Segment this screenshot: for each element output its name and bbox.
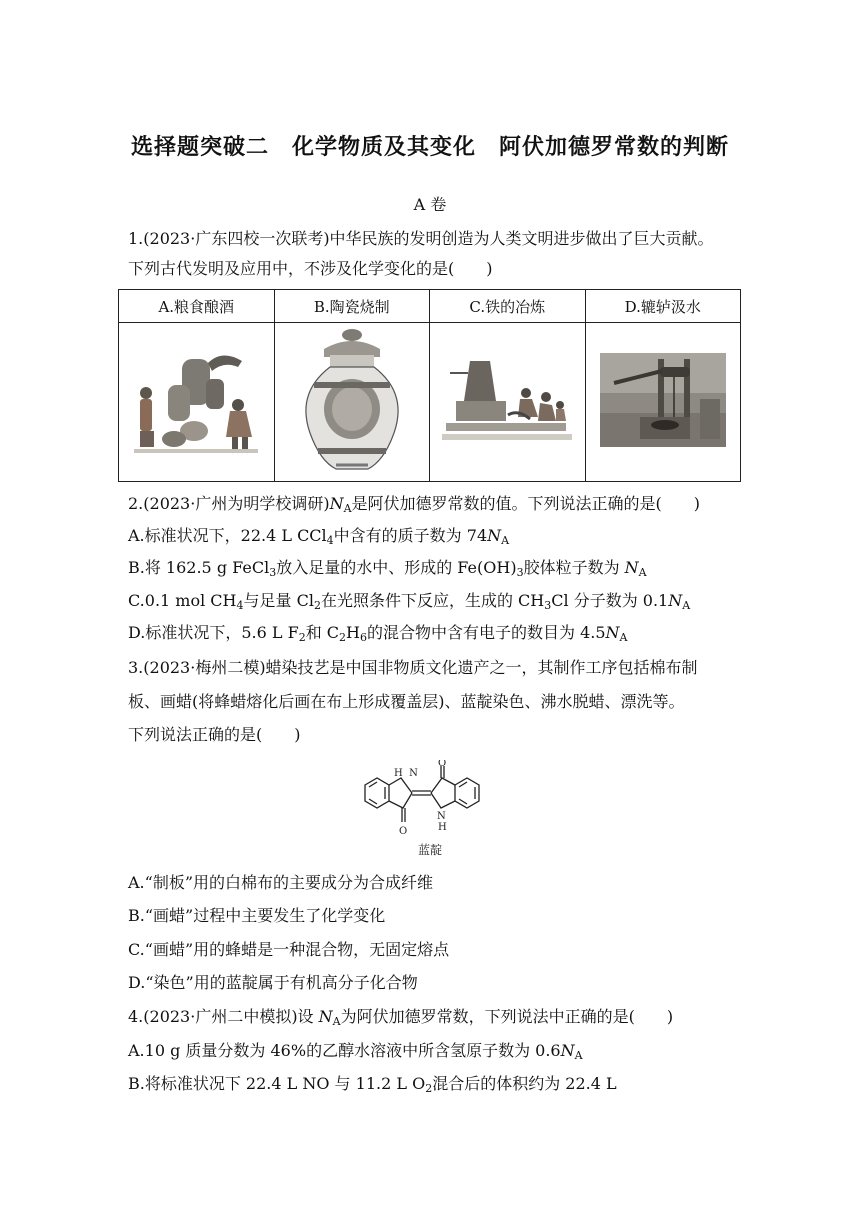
- avogadro-subscript: A: [619, 631, 628, 644]
- q4-stem: [128, 1006, 673, 1028]
- subscript: 2: [339, 631, 347, 644]
- avogadro-symbol: N: [560, 1041, 575, 1060]
- q1-option-a-label: A.粮食酿酒: [119, 290, 275, 323]
- subscript: 2: [298, 631, 306, 644]
- q1-option-b-cell: [274, 323, 430, 482]
- text-part: 中含有的质子数为 74: [333, 526, 488, 545]
- q4-option-b: [128, 1073, 617, 1095]
- subscript: 2: [425, 1082, 433, 1095]
- brewing-scene-icon: [134, 345, 258, 455]
- avogadro-symbol: N: [624, 558, 639, 577]
- avogadro-subscript: A: [682, 599, 691, 612]
- subscript: 4: [326, 534, 334, 547]
- nitrogen-bottom-label: N: [437, 811, 446, 822]
- q1-option-b-label: B.陶瓷烧制: [274, 290, 430, 323]
- text-part: 在光照条件下反应，生成的 CH: [320, 591, 545, 610]
- avogadro-symbol: N: [668, 591, 683, 610]
- q1-option-d-cell: [585, 323, 741, 482]
- q2-stem: [128, 493, 700, 515]
- q4-stem-source: 4.(2023·广州二中模拟)设: [128, 1007, 319, 1026]
- avogadro-subscript: A: [501, 534, 510, 547]
- q1-option-a-cell: [119, 323, 275, 482]
- q2-option-a: [128, 525, 509, 547]
- avogadro-symbol: N: [605, 623, 620, 642]
- hydrogen-bottom-label: H: [438, 822, 447, 833]
- subscript: 3: [269, 566, 277, 579]
- q2-stem-source: 2.(2023·广州为明学校调研): [128, 494, 330, 513]
- avogadro-symbol: N: [318, 1007, 333, 1026]
- q2-option-d: [128, 622, 628, 644]
- text-part: 和 C: [305, 623, 340, 642]
- figure-caption: 蓝靛: [418, 843, 443, 857]
- porcelain-jar-icon: [300, 327, 404, 473]
- avogadro-subscript: A: [343, 502, 352, 515]
- indigo-structure-figure: [355, 760, 505, 860]
- q2-stem-text: 是阿伏加德罗常数的值。下列说法正确的是( ): [351, 494, 701, 513]
- text-part: B.将 162.5 g FeCl: [128, 558, 270, 577]
- avogadro-symbol: N: [487, 526, 502, 545]
- text-part: A.标准状况下，22.4 L CCl: [128, 526, 327, 545]
- q1-options-table: [118, 289, 741, 482]
- subscript: 2: [313, 599, 321, 612]
- text-part: 与足量 Cl: [243, 591, 314, 610]
- text-part: H: [346, 623, 360, 642]
- section-label: A 卷: [413, 195, 447, 214]
- q4-stem-text: 为阿伏加德罗常数，下列说法中正确的是( ): [340, 1007, 674, 1026]
- q3-option-d: D.“染色”用的蓝靛属于有机高分子化合物: [128, 973, 418, 992]
- subscript: 3: [516, 566, 524, 579]
- q1-option-c-cell: [430, 323, 586, 482]
- nh-top-label: H N: [394, 768, 418, 779]
- subscript: 3: [544, 599, 552, 612]
- q4-option-a: [128, 1040, 583, 1062]
- oxygen-bottom-label: O: [399, 826, 408, 837]
- avogadro-subscript: A: [332, 1015, 341, 1028]
- q2-option-b: [128, 557, 647, 579]
- text-part: 混合后的体积约为 22.4 L: [432, 1074, 617, 1093]
- text-part: A.10 g 质量分数为 46%的乙醇水溶液中所含氢原子数为 0.6: [128, 1041, 561, 1060]
- well-windlass-icon: [600, 353, 726, 447]
- q3-stem-line3: 下列说法正确的是( ): [128, 725, 301, 744]
- text-part: Cl 分子数为 0.1: [551, 591, 669, 610]
- text-part: C.0.1 mol CH: [128, 591, 237, 610]
- text-part: 放入足量的水中、形成的 Fe(OH): [276, 558, 517, 577]
- q3-stem-line2: 板、画蜡(将蜂蜡熔化后画在布上形成覆盖层)、蓝靛染色、沸水脱蜡、漂洗等。: [128, 692, 685, 711]
- q1-stem-line1: 1.(2023·广东四校一次联考)中华民族的发明创造为人类文明进步做出了巨大贡献。: [128, 229, 714, 248]
- q1-option-c-label: C.铁的冶炼: [430, 290, 586, 323]
- text-part: D.标准状况下，5.6 L F: [128, 623, 299, 642]
- oxygen-top-label: O: [438, 760, 447, 769]
- q1-stem-line2: 下列古代发明及应用中，不涉及化学变化的是( ): [128, 259, 493, 278]
- q2-option-c: [128, 590, 690, 612]
- q1-option-d-label: D.辘轳汲水: [585, 290, 741, 323]
- q3-option-a: A.“制板”用的白棉布的主要成分为合成纤维: [128, 873, 434, 892]
- text-part: 的混合物中含有电子的数目为 4.5: [367, 623, 606, 642]
- text-part: B.将标准状况下 22.4 L NO 与 11.2 L O: [128, 1074, 426, 1093]
- text-part: 胶体粒子数为: [523, 558, 625, 577]
- q3-option-b: B.“画蜡”过程中主要发生了化学变化: [128, 906, 386, 925]
- iron-smelting-icon: [442, 353, 572, 447]
- avogadro-subscript: A: [574, 1049, 583, 1062]
- avogadro-subscript: A: [638, 566, 647, 579]
- q3-option-c: C.“画蜡”用的蜂蜡是一种混合物，无固定熔点: [128, 940, 450, 959]
- avogadro-symbol: N: [329, 494, 344, 513]
- page-title: 选择题突破二 化学物质及其变化 阿伏加德罗常数的判断: [130, 135, 729, 160]
- subscript: 4: [236, 599, 244, 612]
- subscript: 6: [360, 631, 367, 644]
- q3-stem-line1: 3.(2023·梅州二模)蜡染技艺是中国非物质文化遗产之一，其制作工序包括棉布制: [128, 658, 698, 677]
